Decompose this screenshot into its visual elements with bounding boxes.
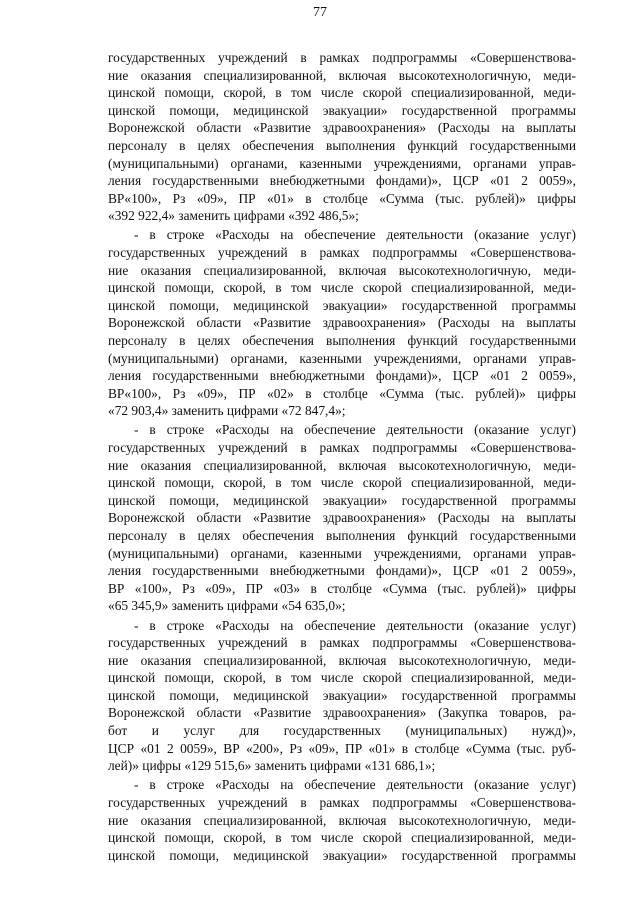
text-line: Воронежской области «Развитие здравоохранения» (Расходы на выплаты	[108, 510, 576, 526]
text-line: цинской помощи, скорой, в том числе скорой специализированной, меди-	[108, 475, 576, 491]
text-line: государственных учреждений в рамках подпрограммы «Совершенствова-	[108, 50, 576, 65]
text-line: - в строке «Расходы на обеспечение деятельности (оказание услуг)	[134, 617, 576, 633]
text-line: ние оказания специализированной, включая высокотехнологичную, меди-	[108, 457, 576, 473]
text-line: цинской помощи, медицинской эвакуации» государственной программы	[108, 297, 576, 313]
paragraph	[108, 776, 576, 864]
text-line: ние оказания специализированной, включая высокотехнологичную, меди-	[108, 812, 576, 828]
text-line: цинской помощи, скорой, в том числе скорой специализированной, меди-	[108, 85, 576, 101]
text-line: ления государственными внебюджетными фондами)», ЦСР «01 2 0059»,	[108, 563, 576, 579]
text-line: государственных учреждений в рамках подпрограммы «Совершенствова-	[108, 794, 576, 810]
text-line: цинской помощи, медицинской эвакуации» государственной программы	[108, 847, 576, 863]
paragraph	[108, 49, 576, 225]
text-line: (муниципальными) органами, казенными учреждениями, органами управ-	[108, 545, 576, 561]
text-line: Воронежской области «Развитие здравоохранения» (Расходы на выплаты	[108, 120, 576, 136]
text-line: цинской помощи, скорой, в том числе скорой специализированной, меди-	[108, 280, 576, 296]
text-line: цинской помощи, медицинской эвакуации» государственной программы	[108, 102, 576, 118]
text-line: ние оказания специализированной, включая высокотехнологичную, меди-	[108, 652, 576, 668]
text-line: лей)» цифры «129 515,6» заменить цифрами «131 686,1»;	[108, 758, 436, 774]
text-line: ления государственными внебюджетными фондами)», ЦСР «01 2 0059»,	[108, 173, 576, 189]
text-line: (муниципальными) органами, казенными учреждениями, органами управ-	[108, 350, 576, 366]
text-line: ние оказания специализированной, включая высокотехнологичную, меди-	[108, 67, 576, 83]
text-line: ЦСР «01 2 0059», ВР «200», Рз «09», ПР «01» в столбце «Сумма (тыс. руб-	[108, 740, 576, 756]
text-line: ние оказания специализированной, включая высокотехнологичную, меди-	[108, 262, 576, 278]
text-line: персоналу в целях обеспечения выполнения функций государственными	[108, 137, 576, 153]
text-line: - в строке «Расходы на обеспечение деятельности (оказание услуг)	[134, 422, 576, 438]
text-line: цинской помощи, скорой, в том числе скорой специализированной, меди-	[108, 670, 576, 686]
text-line: ВР«100», Рз «09», ПР «02» в столбце «Сумма (тыс. рублей)» цифры	[108, 385, 576, 401]
text-line: персоналу в целях обеспечения выполнения функций государственными	[108, 528, 576, 544]
text-line: Воронежской области «Развитие здравоохранения» (Закупка товаров, ра-	[108, 705, 576, 721]
text-line: ВР«100», Рз «09», ПР «01» в столбце «Сумма (тыс. рублей)» цифры	[108, 190, 576, 206]
text-line: ления государственными внебюджетными фондами)», ЦСР «01 2 0059»,	[108, 368, 576, 384]
paragraph	[108, 617, 576, 775]
paragraph	[108, 226, 576, 420]
text-line: цинской помощи, медицинской эвакуации» государственной программы	[108, 492, 576, 508]
text-line: государственных учреждений в рамках подпрограммы «Совершенствова-	[108, 635, 576, 651]
text-line: персоналу в целях обеспечения выполнения функций государственными	[108, 333, 576, 348]
document-body	[108, 49, 576, 864]
text-line: Воронежской области «Развитие здравоохранения» (Расходы на выплаты	[108, 315, 576, 331]
text-line: цинской помощи, медицинской эвакуации» государственной программы	[108, 687, 576, 703]
page-number: 77	[313, 5, 327, 20]
text-line: государственных учреждений в рамках подпрограммы «Совершенствова-	[108, 440, 576, 456]
text-line: бот и услуг для государственных (муниципальных) нужд)»,	[108, 723, 576, 739]
text-line: «72 903,4» заменить цифрами «72 847,4»;	[108, 403, 346, 419]
text-line: (муниципальными) органами, казенными учреждениями, органами управ-	[108, 155, 576, 171]
text-line: «392 922,4» заменить цифрами «392 486,5»;	[108, 208, 359, 224]
text-line: ВР «100», Рз «09», ПР «03» в столбце «Сумма (тыс. рублей)» цифры	[108, 580, 576, 596]
text-line: «65 345,9» заменить цифрами «54 635,0»;	[108, 598, 346, 614]
text-line: - в строке «Расходы на обеспечение деятельности (оказание услуг)	[134, 777, 576, 793]
paragraph	[108, 421, 576, 615]
text-line: - в строке «Расходы на обеспечение деятельности (оказание услуг)	[134, 227, 576, 243]
text-line: цинской помощи, скорой, в том числе скорой специализированной, меди-	[108, 830, 576, 846]
text-line: государственных учреждений в рамках подпрограммы «Совершенствова-	[108, 245, 576, 261]
